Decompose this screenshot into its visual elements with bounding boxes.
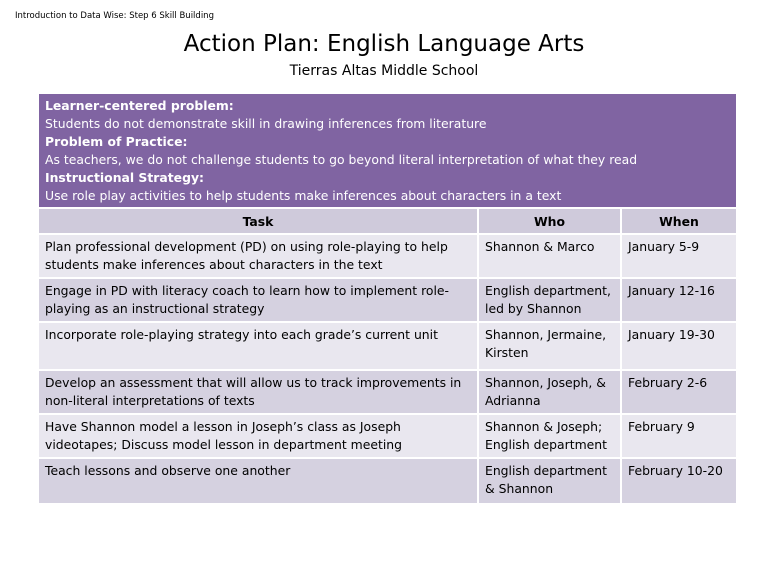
who-cell: Shannon, Joseph, & Adrianna	[478, 370, 621, 414]
when-cell: February 9	[621, 414, 737, 458]
strategy-text: Use role play activities to help students make inferences about characters in a text	[45, 187, 562, 203]
who-column-header: Who	[478, 208, 621, 234]
who-cell: Shannon & Joseph; English department	[478, 414, 621, 458]
problem-label: Learner-centered problem:	[45, 98, 234, 113]
task-cell: Teach lessons and observe one another	[38, 458, 478, 504]
strategy-label: Instructional Strategy:	[45, 169, 204, 185]
task-column-header: Task	[38, 208, 478, 234]
practice-text: As teachers, we do not challenge students to go beyond literal interpretation of what they read	[45, 151, 638, 167]
problem-text: Students do not demonstrate skill in drawing inferences from literature	[45, 115, 487, 131]
task-cell: Engage in PD with literacy coach to learn how to implement role-playing as an instructional strategy	[38, 278, 478, 322]
summary-banner	[38, 93, 737, 208]
who-cell: Shannon & Marco	[478, 234, 621, 278]
when-cell: January 19-30	[621, 322, 737, 370]
practice-label: Problem of Practice:	[45, 133, 188, 149]
column-header-row	[38, 208, 737, 234]
header-note: Introduction to Data Wise: Step 6 Skill Building	[15, 11, 214, 21]
page-title: Action Plan: English Language Arts	[183, 31, 585, 57]
table-row	[38, 322, 737, 370]
action-plan-table	[37, 92, 738, 505]
when-cell: February 2-6	[621, 370, 737, 414]
who-cell: English department & Shannon	[478, 458, 621, 504]
task-cell: Have Shannon model a lesson in Joseph’s class as Joseph videotapes; Discuss model lesson in department meeting	[38, 414, 478, 458]
page-subtitle: Tierras Altas Middle School	[289, 63, 479, 79]
when-cell: February 10-20	[621, 458, 737, 504]
table-row	[38, 414, 737, 458]
summary-banner-row	[38, 93, 737, 208]
task-cell: Develop an assessment that will allow us to track improvements in non-literal interpretations of texts	[38, 370, 478, 414]
when-column-header: When	[621, 208, 737, 234]
task-cell: Incorporate role-playing strategy into each grade’s current unit	[38, 322, 478, 370]
table-row	[38, 278, 737, 322]
when-cell: January 12-16	[621, 278, 737, 322]
when-cell: January 5-9	[621, 234, 737, 278]
table-row	[38, 234, 737, 278]
who-cell: Shannon, Jermaine, Kirsten	[478, 322, 621, 370]
task-cell: Plan professional development (PD) on using role-playing to help students make inferences about characters in the text	[38, 234, 478, 278]
who-cell: English department, led by Shannon	[478, 278, 621, 322]
table-row	[38, 370, 737, 414]
table-row	[38, 458, 737, 504]
